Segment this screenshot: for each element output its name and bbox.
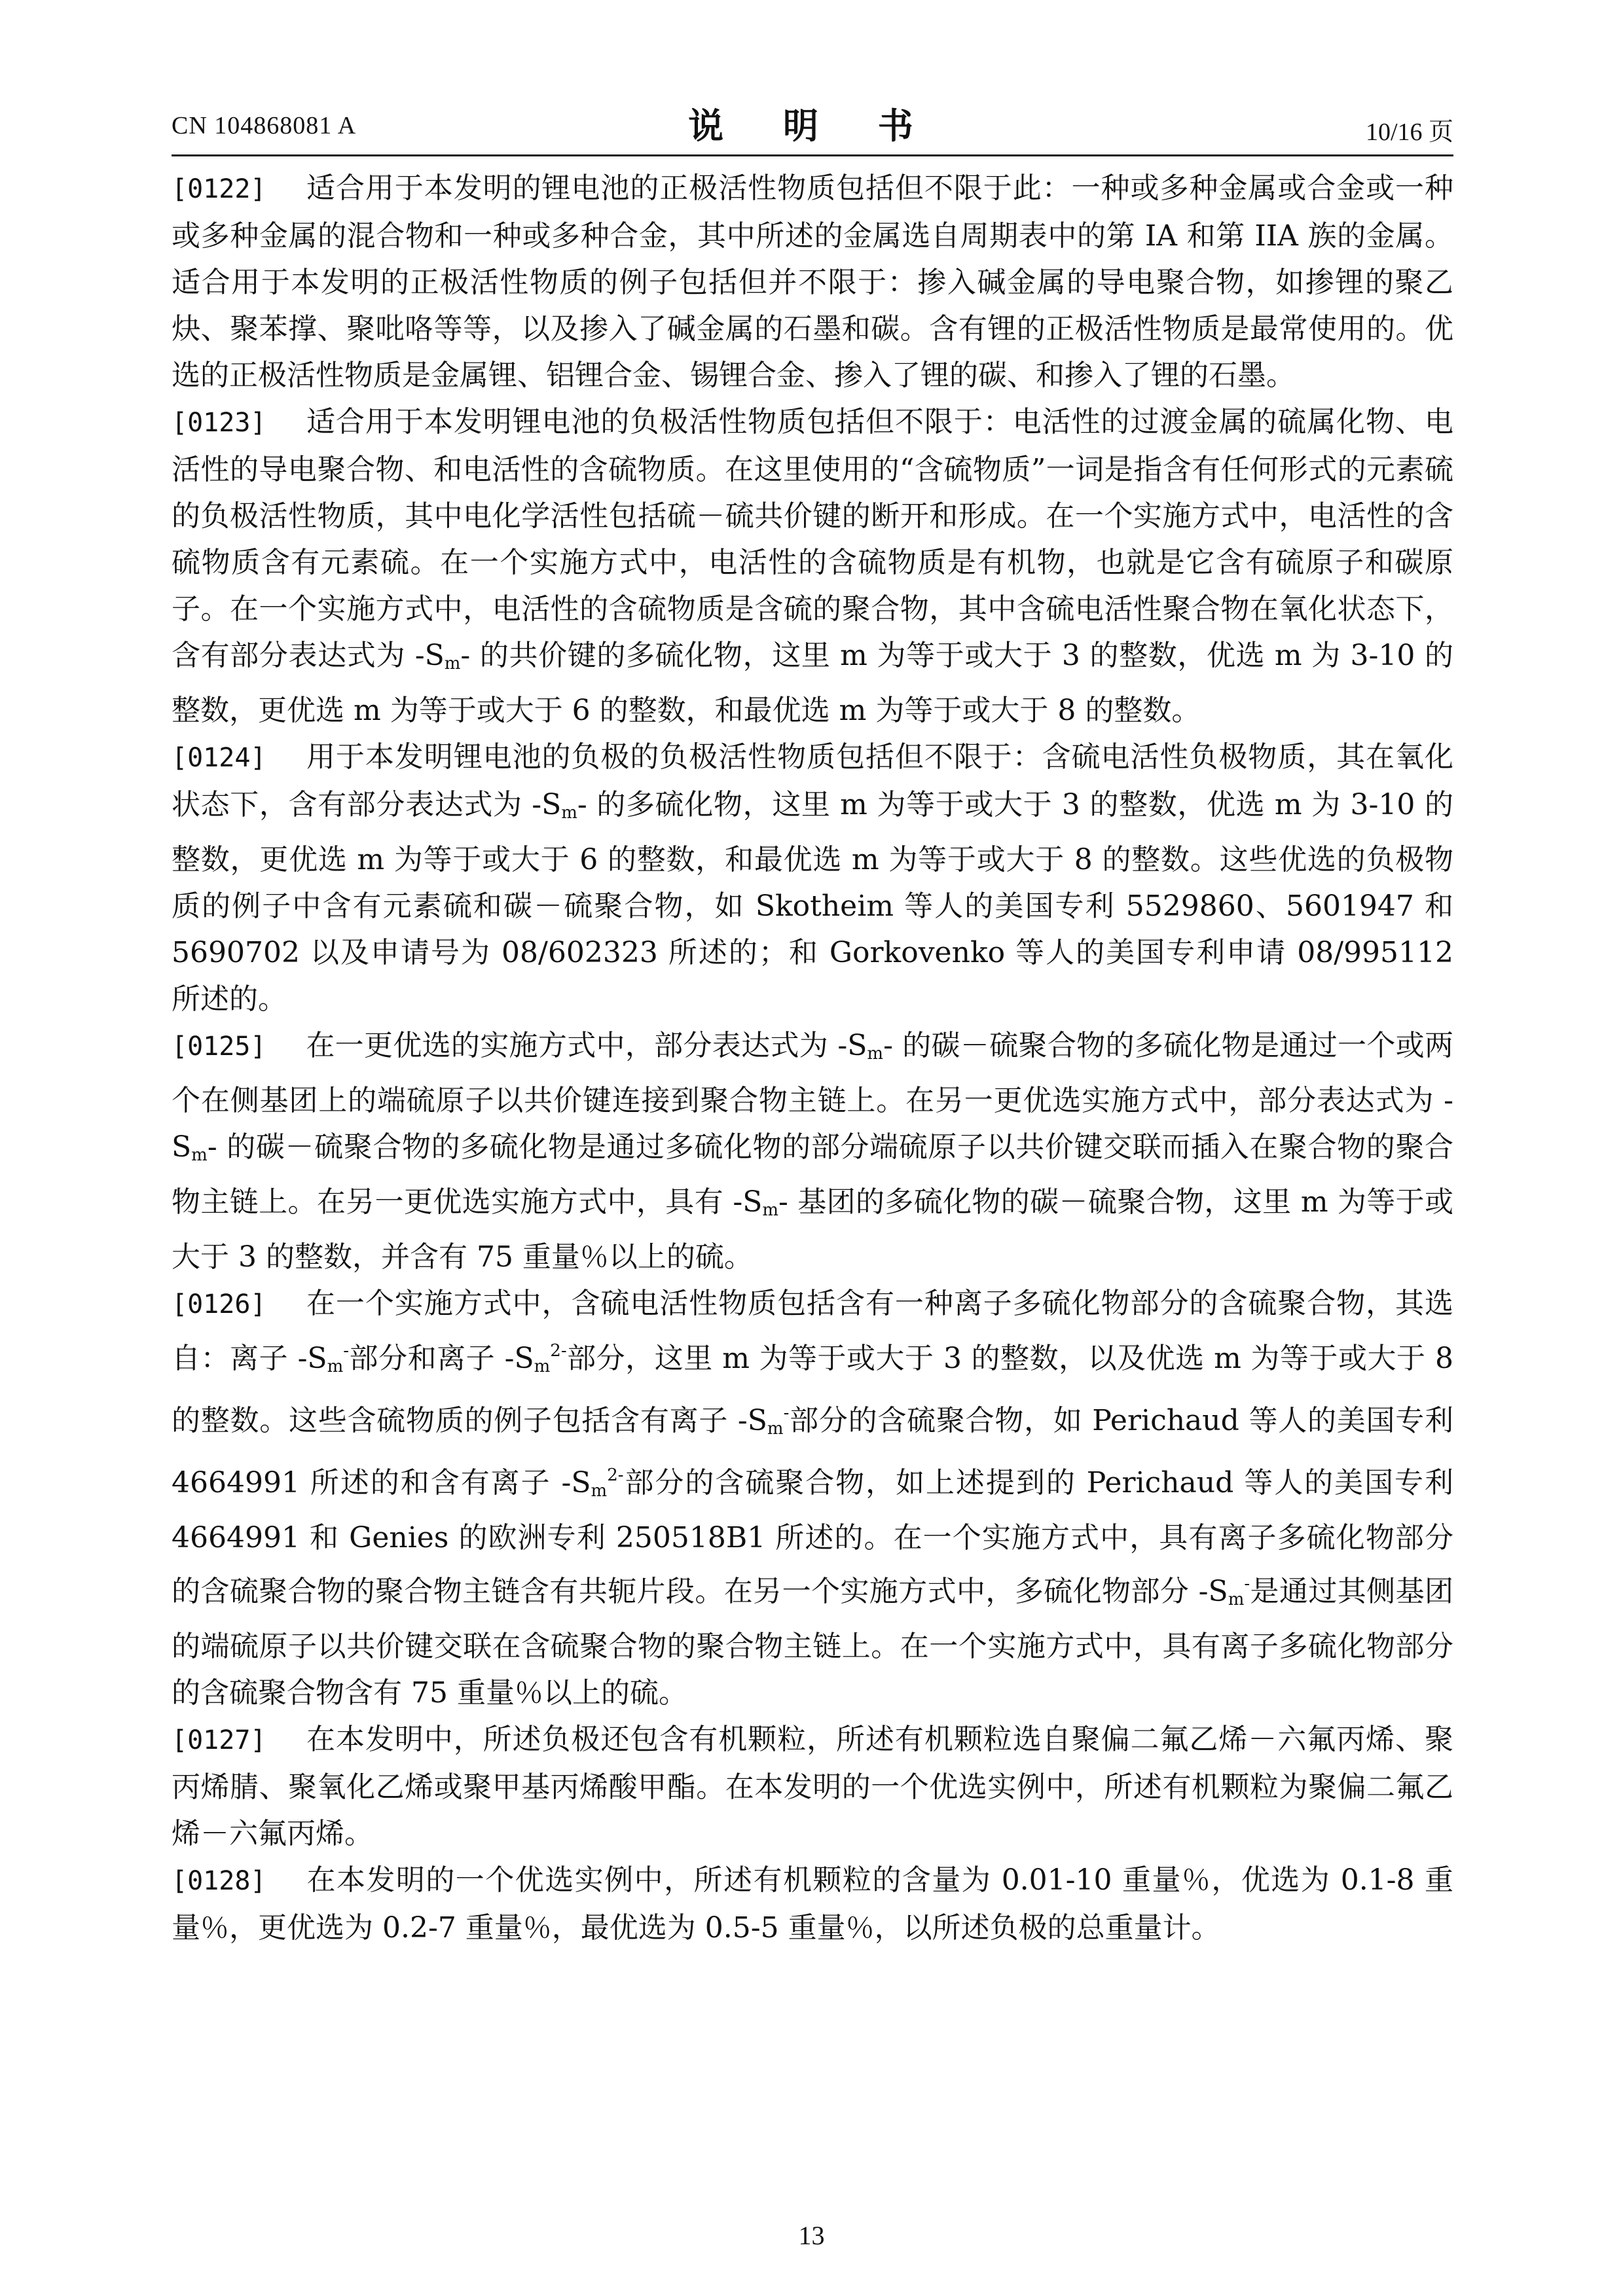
paragraph-text: 部分的含硫聚合物，如 Perichaud 等人的美国专利 4664991 所述的和含有离子 -S bbox=[172, 1404, 1453, 1499]
paragraph-number: [0126] bbox=[172, 1289, 266, 1319]
subscript: m bbox=[444, 654, 461, 673]
page-indicator: 10/16 页 bbox=[1365, 118, 1453, 146]
superscript: 2- bbox=[607, 1465, 624, 1485]
document-body bbox=[172, 165, 1453, 1951]
subscript: m bbox=[534, 1357, 551, 1376]
paragraph-text: - 的碳－硫聚合物的多硫化物是通过一个或两个在侧基团上的端硫原子以共价键连接到聚合物主链上。在另一更优选实施方式中，部分表达式为 -S bbox=[172, 1029, 1453, 1164]
paragraph-number: [0127] bbox=[172, 1725, 266, 1755]
paragraph-text: 适合用于本发明锂电池的负极活性物质包括但不限于：电活性的过渡金属的硫属化物、电活性的导电聚合物、和电活性的含硫物质。在这里使用的“含硫物质”一词是指含有任何形式的元素硫的负极活性物质，其中电化学活性包括硫－硫共价键的断开和形成。在一个实施方式中，电活性的含硫物质含有元素硫。在一个实施方式中，电活性的含硫物质是有机物，也就是它含有硫原子和碳原子。在一个实施方式中，电活性的含硫物质是含硫的聚合物，其中含硫电活性聚合物在氧化状态下，含有部分表达式为 -S bbox=[172, 405, 1453, 672]
paragraph-text: 部分，这里 m 为等于或大于 3 的整数，以及优选 m 为等于或大于 8 的整数。这些含硫物质的例子包括含有离子 -S bbox=[172, 1342, 1453, 1437]
subscript: m bbox=[191, 1145, 208, 1165]
subscript: m bbox=[767, 1419, 784, 1439]
page-number: 13 bbox=[798, 2221, 825, 2250]
subscript: m bbox=[762, 1200, 778, 1220]
superscript: - bbox=[783, 1403, 790, 1423]
subscript: m bbox=[327, 1357, 344, 1376]
paragraph-number: [0125] bbox=[172, 1031, 266, 1062]
superscript: - bbox=[343, 1341, 350, 1361]
paragraph-0126 bbox=[172, 1280, 1453, 1716]
paragraph-text: - 的多硫化物，这里 m 为等于或大于 3 的整数，优选 m 为 3-10 的整数，更优选 m 为等于或大于 6 的整数，和最优选 m 为等于或大于 8 的整数。这些优选的负极物质的例子中含有元素硫和碳－硫聚合物，如 Skotheim 等人的美国专利 5529860、5601947 和 5690702 以及申请号为 08/602323 所述的；和 Gorkovenko 等人的美国专利申请 08/995112 所述的。 bbox=[172, 788, 1454, 1016]
document-title: 说 明 书 bbox=[688, 105, 937, 147]
subscript: m bbox=[561, 803, 577, 823]
patent-number: CN 104868081 A bbox=[172, 112, 357, 139]
paragraph-text: 部分的含硫聚合物，如上述提到的 Perichaud 等人的美国专利 4664991 和 Genies 的欧洲专利 250518B1 所述的。在一个实施方式中，具有离子多硫化物部分的含硫聚合物的聚合物主链含有共轭片段。在另一个实施方式中，多硫化物部分 -S bbox=[172, 1466, 1453, 1608]
superscript: 2- bbox=[550, 1341, 567, 1361]
paragraph-number: [0122] bbox=[172, 174, 266, 204]
page-header bbox=[172, 98, 1453, 152]
paragraph-0124 bbox=[172, 734, 1453, 1022]
paragraph-text: 是通过其侧基团的端硫原子以共价键交联在含硫聚合物的聚合物主链上。在一个实施方式中，具有离子多硫化物部分的含硫聚合物含有 75 重量％以上的硫。 bbox=[172, 1575, 1453, 1710]
paragraph-text: 部分和离子 -S bbox=[349, 1342, 534, 1375]
paragraph-text: - 的共价键的多硫化物，这里 m 为等于或大于 3 的整数，优选 m 为 3-10 的整数，更优选 m 为等于或大于 6 的整数，和最优选 m 为等于或大于 8 的整数。 bbox=[172, 639, 1454, 727]
paragraph-0122 bbox=[172, 165, 1453, 399]
paragraph-text: 在本发明中，所述负极还包含有机颗粒，所述有机颗粒选自聚偏二氟乙烯－六氟丙烯、聚丙烯腈、聚氧化乙烯或聚甲基丙烯酸甲酯。在本发明的一个优选实例中，所述有机颗粒为聚偏二氟乙烯－六氟丙烯。 bbox=[172, 1723, 1453, 1850]
paragraph-text: - 的碳－硫聚合物的多硫化物是通过多硫化物的部分端硫原子以共价键交联而插入在聚合物的聚合物主链上。在另一更优选实施方式中，具有 -S bbox=[172, 1130, 1453, 1219]
paragraph-number: [0124] bbox=[172, 743, 266, 773]
paragraph-number: [0123] bbox=[172, 408, 266, 438]
subscript: m bbox=[591, 1481, 608, 1501]
paragraph-0128 bbox=[172, 1857, 1453, 1951]
paragraph-0127 bbox=[172, 1716, 1453, 1857]
paragraph-text: 在一更优选的实施方式中，部分表达式为 -S bbox=[306, 1029, 867, 1062]
paragraph-number: [0128] bbox=[172, 1866, 266, 1896]
paragraph-text: - 基团的多硫化物的碳－硫聚合物，这里 m 为等于或大于 3 的整数，并含有 75 重量％以上的硫。 bbox=[172, 1185, 1453, 1274]
subscript: m bbox=[1228, 1590, 1245, 1609]
paragraph-0125 bbox=[172, 1022, 1453, 1280]
header-rule bbox=[172, 154, 1453, 156]
paragraph-text: 在本发明的一个优选实例中，所述有机颗粒的含量为 0.01-10 重量％，优选为 0.1-8 重量％，更优选为 0.2-7 重量％，最优选为 0.5-5 重量％，以所述负极的总重量计。 bbox=[172, 1863, 1453, 1945]
paragraph-text: 适合用于本发明的锂电池的正极活性物质包括但不限于此：一种或多种金属或合金或一种或多种金属的混合物和一种或多种合金，其中所述的金属选自周期表中的第 IA 和第 IIA 族的金属。适合用于本发明的正极活性物质的例子包括但并不限于：掺入碱金属的导电聚合物，如掺锂的聚乙炔、聚苯撑、聚吡咯等等，以及掺入了碱金属的石墨和碳。含有锂的正极活性物质是最常使用的。优选的正极活性物质是金属锂、铝锂合金、锡锂合金、掺入了锂的碳、和掺入了锂的石墨。 bbox=[172, 171, 1453, 392]
paragraph-text: 在一个实施方式中，含硫电活性物质包括含有一种离子多硫化物部分的含硫聚合物，其选自：离子 -S bbox=[172, 1287, 1453, 1375]
paragraph-text: 用于本发明锂电池的负极的负极活性物质包括但不限于：含硫电活性负极物质，其在氧化状态下，含有部分表达式为 -S bbox=[172, 740, 1453, 821]
superscript: - bbox=[1244, 1574, 1250, 1594]
paragraph-0123 bbox=[172, 399, 1453, 734]
subscript: m bbox=[867, 1044, 884, 1064]
